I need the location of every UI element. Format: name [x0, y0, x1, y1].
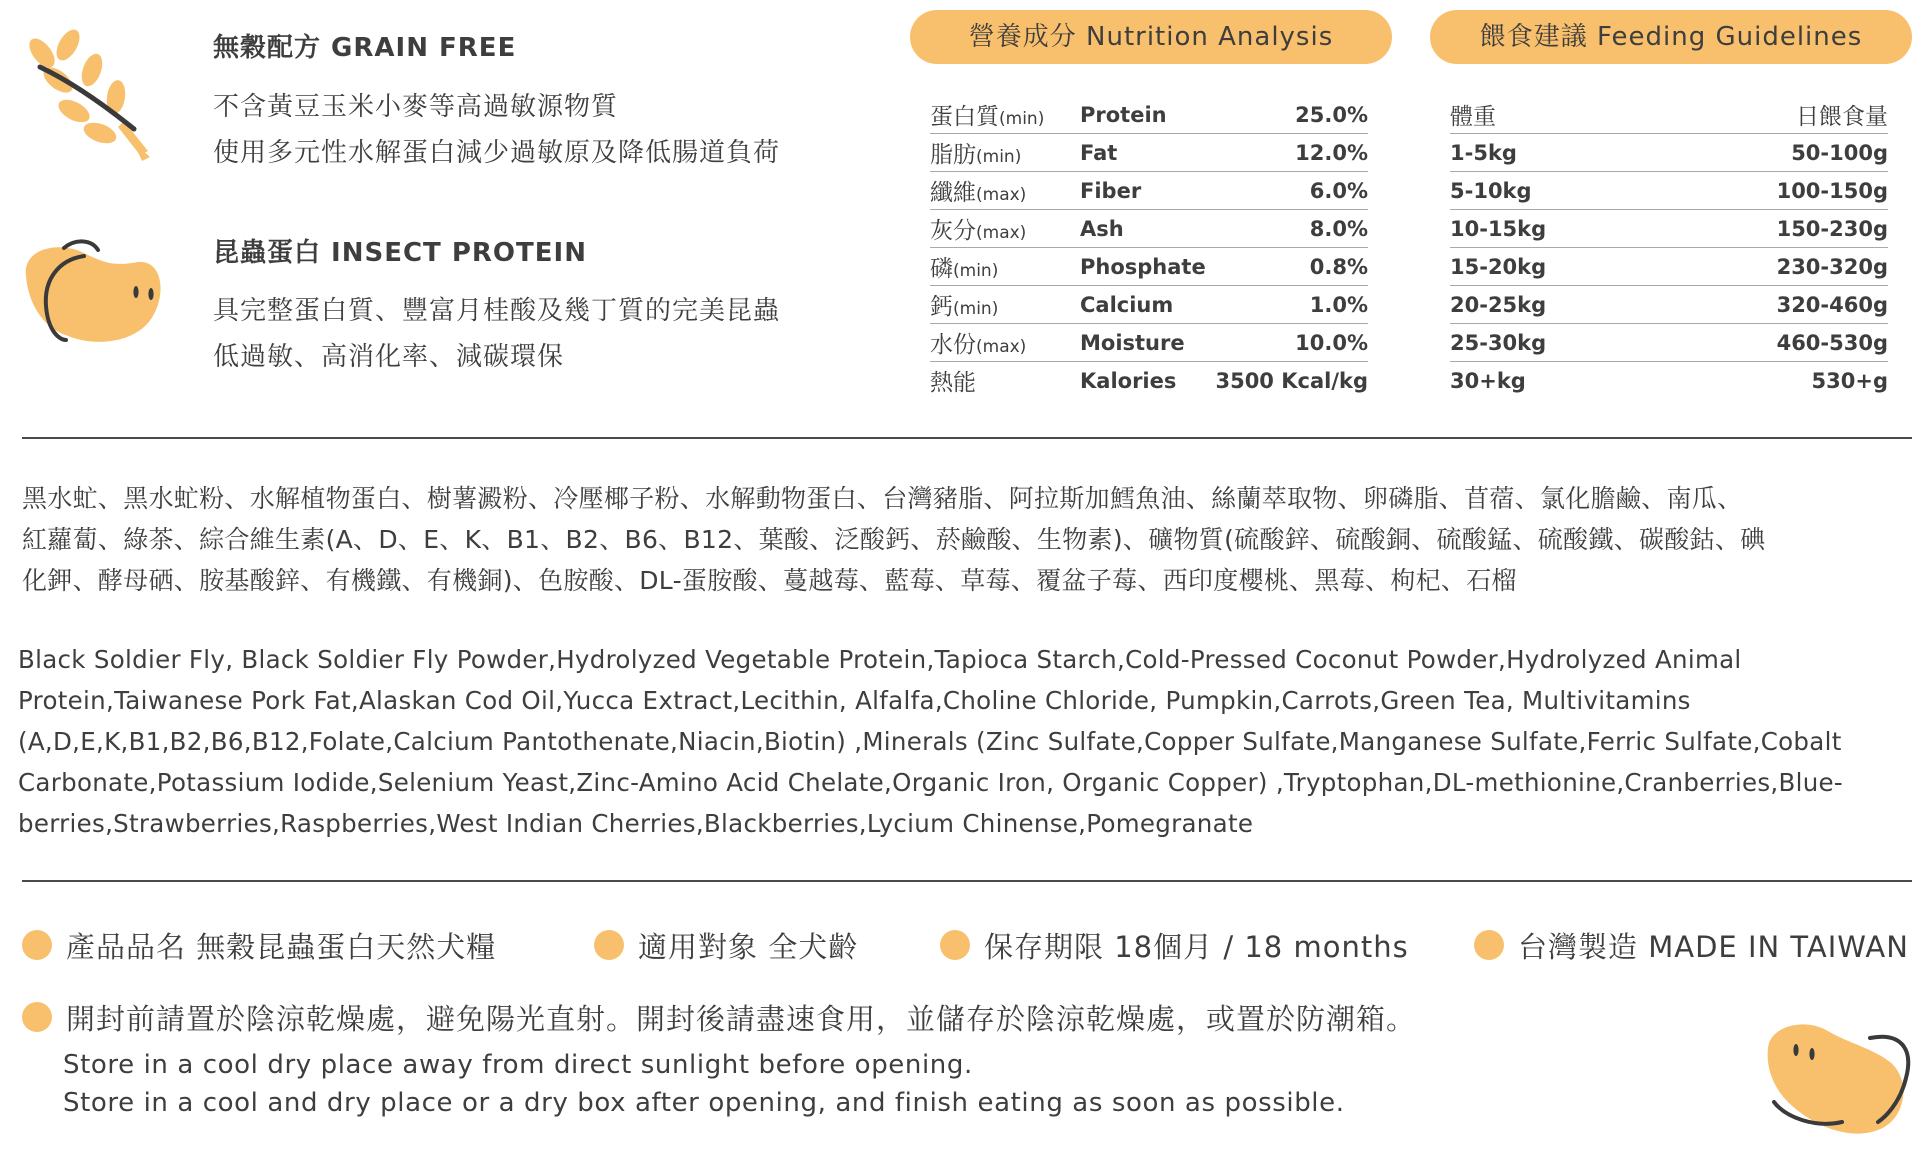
shelf-life: 保存期限 18個月 / 18 months — [984, 930, 1409, 964]
nutrient-value: 0.8% — [1215, 248, 1368, 286]
nutrition-table — [930, 96, 1368, 399]
nutrient-en: Calcium — [1080, 286, 1215, 324]
weight-cell: 20-25kg — [1450, 286, 1669, 324]
feeding-guidelines-header: 餵食建議 Feeding Guidelines — [1430, 10, 1912, 64]
feature-description — [213, 288, 780, 380]
table-row — [930, 324, 1368, 362]
section-divider — [22, 437, 1912, 439]
bullet-dot — [940, 930, 970, 960]
table-row — [930, 248, 1368, 286]
nutrient-en: Kalories — [1080, 368, 1177, 393]
nutrient-en: Ash — [1080, 210, 1215, 248]
feature-line: 具完整蛋白質、豐富月桂酸及幾丁質的完美昆蟲 — [213, 296, 781, 326]
ingredients-line: (A,D,E,K,B1,B2,B6,B12,Folate,Calcium Pantothenate,Niacin,Biotin) ,Minerals (Zinc Sulfate,Copper Sulfate,Manganese Sulfate,Ferric Sulfate,Cobalt — [18, 727, 1842, 756]
storage-instructions-en — [63, 1046, 1345, 1122]
bullet-dot — [594, 930, 624, 960]
weight-cell: 1-5kg — [1450, 134, 1669, 172]
nutrient-zh: 蛋白質(min) — [930, 96, 1080, 134]
weight-column-header: 體重 — [1450, 96, 1669, 134]
storage-instructions-zh: 開封前請置於陰涼乾燥處，避免陽光直射。開封後請盡速食用，並儲存於陰涼乾燥處，或置於防潮箱。 — [66, 1002, 1417, 1036]
nutrient-value: 10.0% — [1215, 324, 1368, 362]
amount-cell: 50-100g — [1669, 134, 1888, 172]
insect-larva-icon — [16, 236, 166, 351]
ingredients-line: Carbonate,Potassium Iodide,Selenium Yeast,Zinc-Amino Acid Chelate,Organic Iron, Organic Copper) ,Tryptophan,DL-methionine,Cranberries,Blue- — [18, 768, 1844, 797]
feature-line: 低過敏、高消化率、減碳環保 — [213, 342, 565, 372]
feature-title: 昆蟲蛋白 INSECT PROTEIN — [213, 238, 587, 268]
amount-cell: 320-460g — [1669, 286, 1888, 324]
amount-column-header: 日餵食量 — [1669, 96, 1888, 134]
ingredients-line: 紅蘿蔔、綠茶、綜合維生素(A、D、E、K、B1、B2、B6、B12、葉酸、泛酸鈣、菸鹼酸、生物素)、礦物質(硫酸鋅、硫酸銅、硫酸錳、硫酸鐵、碳酸鈷、碘 — [22, 525, 1766, 554]
table-row — [1450, 324, 1888, 362]
nutrient-value: 25.0% — [1215, 96, 1368, 134]
ingredients-line: berries,Strawberries,Raspberries,West Indian Cherries,Blackberries,Lycium Chinense,Pomegranate — [18, 809, 1254, 838]
amount-cell: 230-320g — [1669, 248, 1888, 286]
bullet-dot — [22, 1002, 52, 1032]
origin: 台灣製造 MADE IN TAIWAN — [1518, 930, 1909, 964]
nutrient-en: Fiber — [1080, 172, 1215, 210]
feature-line: 不含黃豆玉米小麥等高過敏源物質 — [213, 92, 619, 122]
amount-cell: 530+g — [1811, 368, 1888, 393]
bullet-dot — [22, 930, 52, 960]
nutrient-value: 12.0% — [1215, 134, 1368, 172]
nutrient-zh: 水份(max) — [930, 324, 1080, 362]
amount-cell: 100-150g — [1669, 172, 1888, 210]
feeding-table — [1450, 96, 1888, 399]
amount-cell: 150-230g — [1669, 210, 1888, 248]
ingredients-line: Protein,Taiwanese Pork Fat,Alaskan Cod Oil,Yucca Extract,Lecithin, Alfalfa,Choline Chloride, Pumpkin,Carrots,Green Tea, Multivitamins — [18, 686, 1691, 715]
table-row — [930, 210, 1368, 248]
weight-cell: 10-15kg — [1450, 210, 1669, 248]
product-name: 產品品名 無穀昆蟲蛋白天然犬糧 — [66, 930, 497, 964]
weight-cell: 25-30kg — [1450, 324, 1669, 362]
table-row — [930, 362, 1368, 400]
nutrient-zh: 脂肪(min) — [930, 134, 1080, 172]
storage-line: Store in a cool dry place away from direct sunlight before opening. — [63, 1050, 973, 1080]
nutrition-analysis-header: 營養成分 Nutrition Analysis — [910, 10, 1392, 64]
bullet-dot — [1474, 930, 1504, 960]
wheat-icon — [22, 25, 162, 165]
nutrient-value: 1.0% — [1215, 286, 1368, 324]
nutrient-en: Fat — [1080, 134, 1215, 172]
table-row — [1450, 362, 1888, 400]
weight-cell: 5-10kg — [1450, 172, 1669, 210]
weight-cell: 15-20kg — [1450, 248, 1669, 286]
table-row — [1450, 134, 1888, 172]
table-row — [930, 172, 1368, 210]
table-row — [1450, 172, 1888, 210]
ingredients-chinese — [22, 478, 1917, 601]
ingredients-line: 黑水虻、黑水虻粉、水解植物蛋白、樹薯澱粉、冷壓椰子粉、水解動物蛋白、台灣豬脂、阿拉斯加鱈魚油、絲蘭萃取物、卵磷脂、苜蓿、氯化膽鹼、南瓜、 — [22, 484, 1743, 513]
nutrient-zh: 灰分(max) — [930, 210, 1080, 248]
ingredients-line: Black Soldier Fly, Black Soldier Fly Powder,Hydrolyzed Vegetable Protein,Tapioca Starch,Cold-Pressed Coconut Powder,Hydrolyzed Animal — [18, 645, 1742, 674]
table-row — [1450, 210, 1888, 248]
ingredients-english — [18, 639, 1913, 844]
amount-cell: 460-530g — [1669, 324, 1888, 362]
nutrient-en: Protein — [1080, 96, 1215, 134]
ingredients-line: 化鉀、酵母硒、胺基酸鋅、有機鐵、有機銅)、色胺酸、DL-蛋胺酸、蔓越莓、藍莓、草莓、覆盆子莓、西印度櫻桃、黑莓、枸杞、石榴 — [22, 566, 1517, 595]
nutrient-en: Moisture — [1080, 324, 1215, 362]
table-row — [930, 96, 1368, 134]
table-header-row — [1450, 96, 1888, 134]
nutrient-value: 3500 Kcal/kg — [1215, 368, 1368, 393]
table-row — [930, 134, 1368, 172]
feature-line: 使用多元性水解蛋白減少過敏原及降低腸道負荷 — [213, 138, 781, 168]
nutrient-zh: 鈣(min) — [930, 286, 1080, 324]
nutrient-zh: 熱能 — [930, 370, 976, 396]
target-audience: 適用對象 全犬齡 — [638, 930, 859, 964]
storage-line: Store in a cool and dry place or a dry box after opening, and finish eating as soon as possible. — [63, 1088, 1345, 1118]
nutrient-value: 8.0% — [1215, 210, 1368, 248]
feature-title: 無穀配方 GRAIN FREE — [213, 33, 517, 63]
nutrient-en: Phosphate — [1080, 248, 1215, 286]
table-row — [930, 286, 1368, 324]
table-row — [1450, 248, 1888, 286]
table-row — [1450, 286, 1888, 324]
nutrient-zh: 磷(min) — [930, 248, 1080, 286]
section-divider — [22, 880, 1912, 882]
nutrient-value: 6.0% — [1215, 172, 1368, 210]
feature-description — [213, 84, 780, 176]
nutrient-zh: 纖維(max) — [930, 172, 1080, 210]
insect-larva-icon — [1760, 1018, 1920, 1140]
weight-cell: 30+kg — [1450, 368, 1526, 393]
